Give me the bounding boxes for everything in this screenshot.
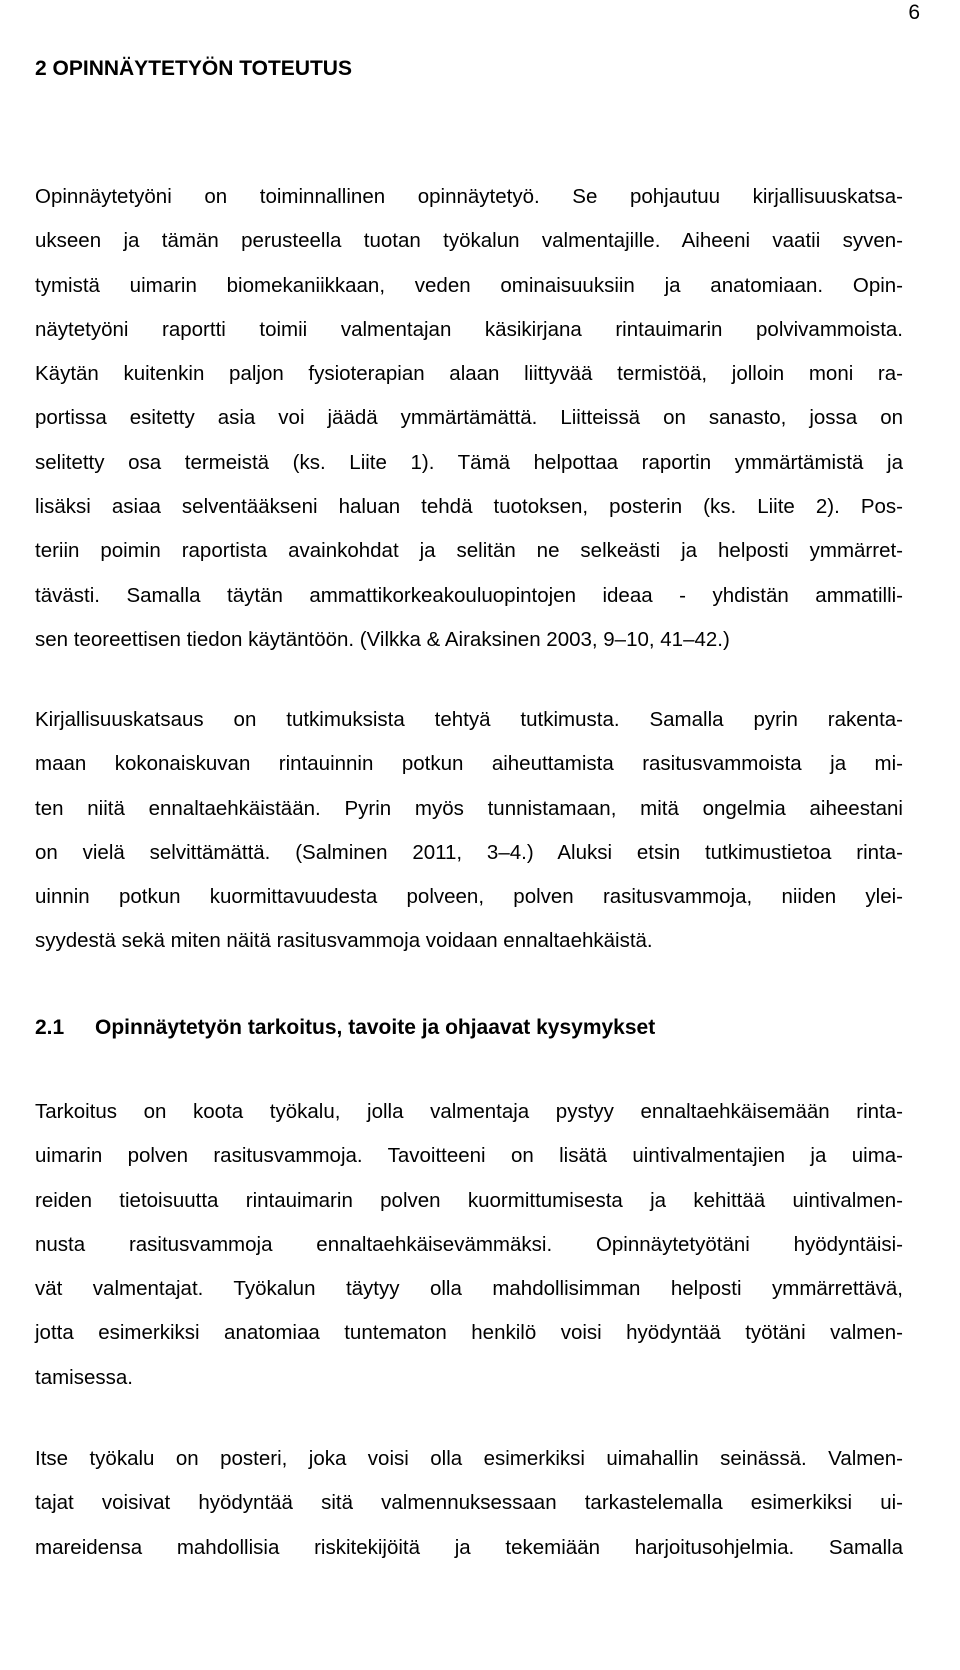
text-line: näytetyöni raportti toimii valmentajan käsikirjana rintauimarin polvivammoista. (35, 317, 903, 341)
paragraph-1 (35, 175, 903, 662)
text-line: ukseen ja tämän perusteella tuotan työkalun valmentajille. Aiheeni vaatii syven- (35, 229, 903, 253)
text-line: sen teoreettisen tiedon käytäntöön. (Vilkka & Airaksinen 2003, 9–10, 41–42.) (35, 627, 730, 651)
text-line: nusta rasitusvammoja ennaltaehkäisevämmäksi. Opinnäytetyötäni hyödyntäisi- (35, 1232, 903, 1256)
text-line: tamisessa. (35, 1365, 133, 1389)
text-line: tävästi. Samalla täytän ammattikorkeakouluopintojen ideaa - yhdistän ammatilli- (35, 583, 903, 607)
text-line: Tarkoitus on koota työkalu, jolla valmentaja pystyy ennaltaehkäisemään rinta- (35, 1100, 903, 1123)
text-line: tajat voisivat hyödyntää sitä valmennuksessaan tarkastelemalla esimerkiksi ui- (35, 1491, 903, 1515)
paragraph-2 (35, 698, 903, 964)
text-line: jotta esimerkiksi anatomiaa tuntematon henkilö voisi hyödyntää työtäni valmen- (35, 1321, 903, 1345)
page-number: 6 (908, 1, 920, 24)
section-title: Opinnäytetyön tarkoitus, tavoite ja ohjaavat kysymykset (95, 1016, 656, 1039)
text-line: syydestä sekä miten näitä rasitusvammoja voidaan ennaltaehkäistä. (35, 929, 653, 953)
text-line: Opinnäytetyöni on toiminnallinen opinnäytetyö. Se pohjautuu kirjallisuuskatsa- (35, 185, 903, 208)
section-number: 2.1 (35, 1016, 65, 1039)
text-line: Kirjallisuuskatsaus on tutkimuksista tehtyä tutkimusta. Samalla pyrin rakenta- (35, 708, 903, 731)
text-line: maan kokonaiskuvan rintauinnin potkun aiheuttamista rasitusvammoista ja mi- (35, 752, 903, 776)
paragraph-3 (35, 1090, 903, 1400)
text-line: lisäksi asiaa selventääkseni haluan tehdä tuotoksen, posterin (ks. Liite 2). Pos- (35, 495, 903, 519)
paragraph-4 (35, 1437, 903, 1570)
text-line: uimarin polven rasitusvammoja. Tavoitteeni on lisätä uintivalmentajien ja uima- (35, 1144, 903, 1168)
text-line: Itse työkalu on posteri, joka voisi olla esimerkiksi uimahallin seinässä. Valmen- (35, 1447, 903, 1470)
text-line: on vielä selvittämättä. (Salminen 2011, 3–4.) Aluksi etsin tutkimustietoa rinta- (35, 840, 903, 864)
text-line: tymistä uimarin biomekaniikkaan, veden ominaisuuksiin ja anatomiaan. Opin- (35, 273, 903, 297)
text-line: Käytän kuitenkin paljon fysioterapian alaan liittyvää termistöä, jolloin moni ra- (35, 362, 903, 386)
text-line: teriin poimin raportista avainkohdat ja selitän ne selkeästi ja helposti ymmärret- (35, 539, 903, 563)
text-line: mareidensa mahdollisia riskitekijöitä ja tekemiään harjoitusohjelmia. Samalla (35, 1535, 903, 1559)
text-line: portissa esitetty asia voi jäädä ymmärtämättä. Liitteissä on sanasto, jossa on (35, 406, 903, 430)
text-line: uinnin potkun kuormittavuudesta polveen, polven rasitusvammoja, niiden ylei- (35, 885, 903, 909)
chapter-heading: 2 OPINNÄYTETYÖN TOTEUTUS (35, 57, 352, 80)
text-line: vät valmentajat. Työkalun täytyy olla mahdollisimman helposti ymmärrettävä, (35, 1277, 903, 1301)
text-line: reiden tietoisuutta rintauimarin polven kuormittumisesta ja kehittää uintivalmen- (35, 1188, 903, 1212)
text-line: selitetty osa termeistä (ks. Liite 1). Tämä helpottaa raportin ymmärtämistä ja (35, 450, 903, 474)
text-line: ten niitä ennaltaehkäistään. Pyrin myös tunnistamaan, mitä ongelmia aiheestani (35, 796, 903, 820)
section-heading (35, 1016, 655, 1040)
